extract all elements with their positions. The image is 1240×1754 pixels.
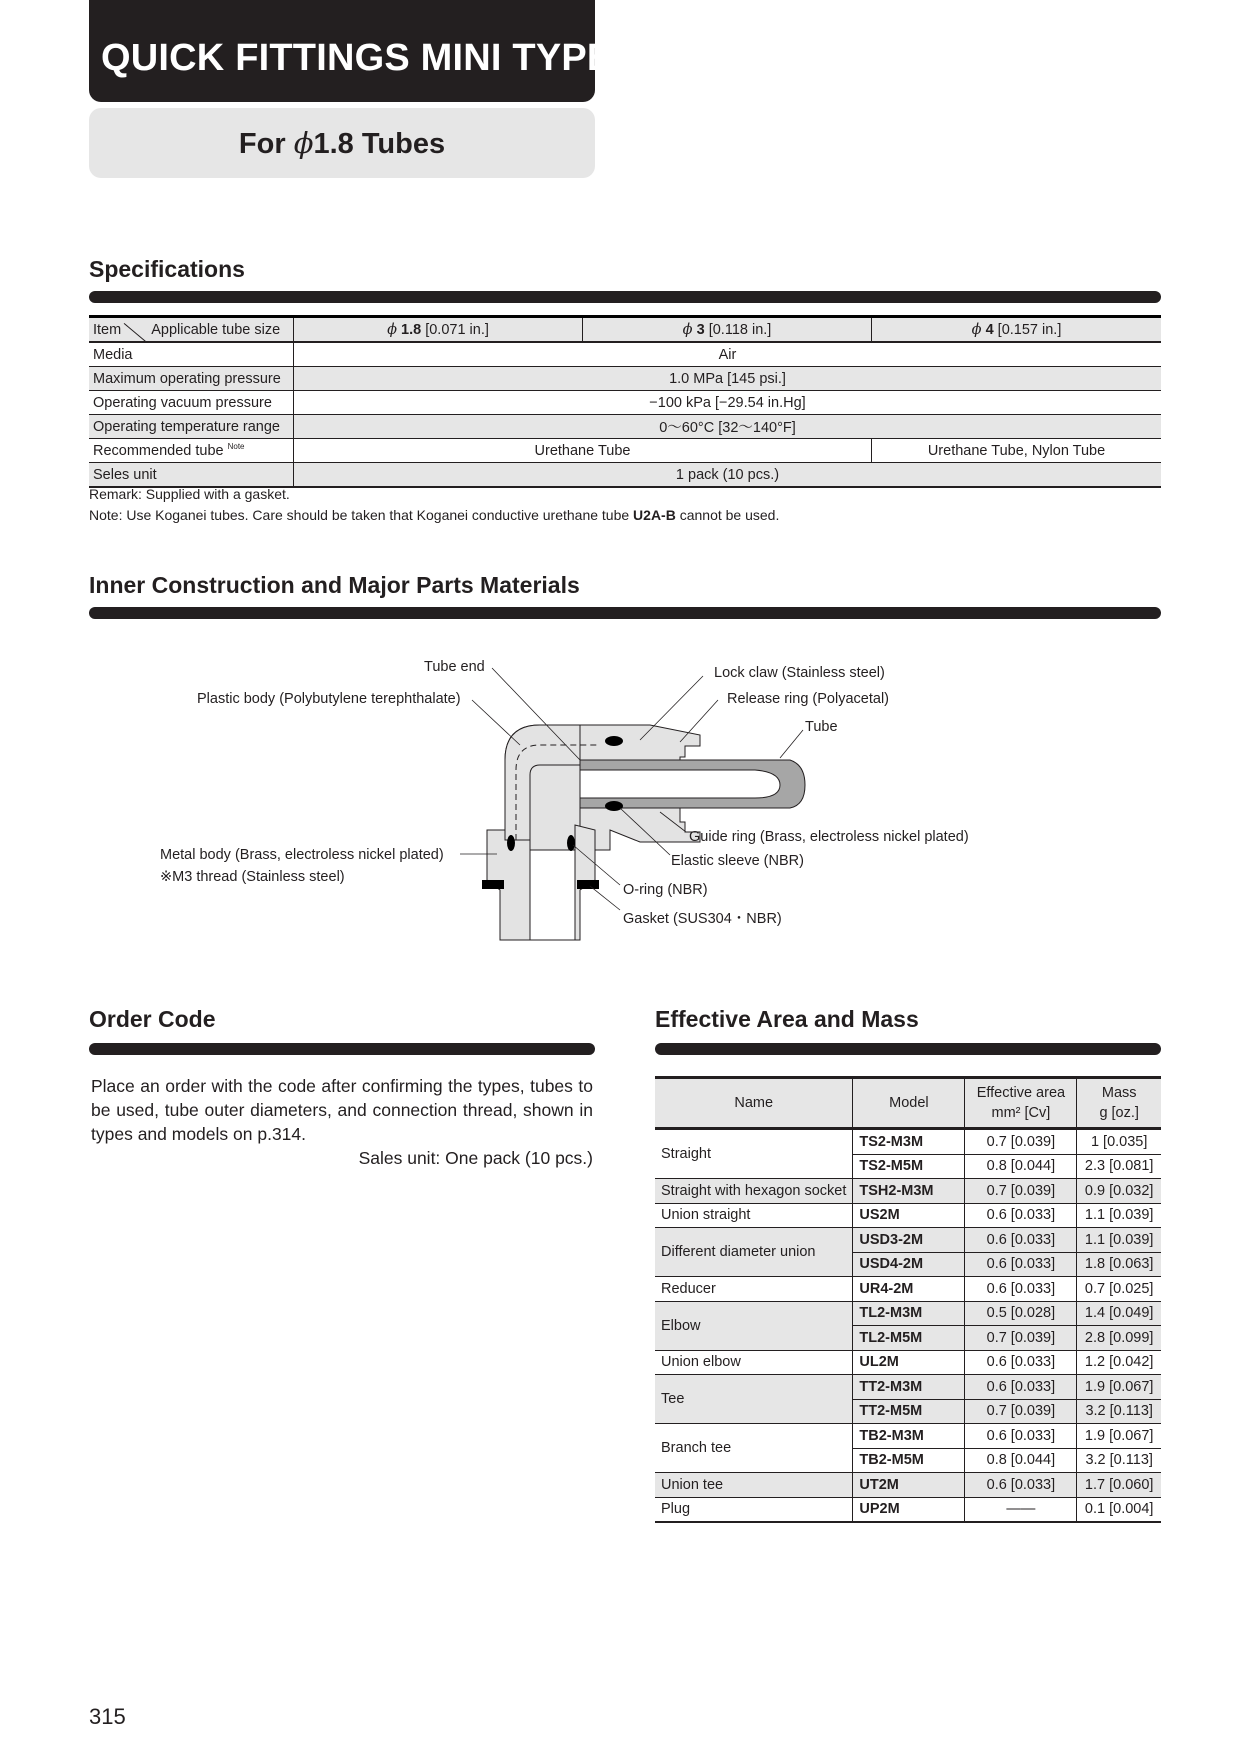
row-model: TS2-M5M [853, 1154, 965, 1179]
table-row [655, 1129, 1161, 1155]
row-area: 0.7 [0.039] [965, 1326, 1077, 1351]
label-o-ring: O-ring (NBR) [623, 882, 708, 898]
row-area: 0.8 [0.044] [965, 1448, 1077, 1473]
phi-symbol: ϕ [682, 321, 693, 338]
area-header-line2: mm² [Cv] [991, 1105, 1051, 1121]
row-name: Reducer [655, 1277, 853, 1302]
row-mass: 1.9 [0.067] [1077, 1375, 1161, 1400]
order-code-text [91, 1074, 593, 1170]
row-model: TS2-M3M [853, 1129, 965, 1155]
row-mass: 1 [0.035] [1077, 1129, 1161, 1155]
row-model: USD3-2M [853, 1228, 965, 1253]
row-name: Different diameter union [655, 1228, 853, 1277]
row-model: UR4-2M [853, 1277, 965, 1302]
effective-area-table [655, 1076, 1161, 1523]
row-mass: 1.9 [0.067] [1077, 1424, 1161, 1449]
row-label: Seles unit [89, 463, 294, 488]
row-name: Branch tee [655, 1424, 853, 1473]
page-number: 315 [89, 1704, 126, 1729]
row-area: 0.5 [0.028] [965, 1301, 1077, 1326]
table-row [655, 1301, 1161, 1326]
label-elastic-sleeve: Elastic sleeve (NBR) [671, 853, 804, 869]
area-header [965, 1078, 1077, 1129]
row-value: −100 kPa [−29.54 in.Hg] [294, 391, 1162, 415]
size-value: 4 [985, 321, 994, 338]
row-name: Straight with hexagon socket [655, 1179, 853, 1204]
row-area: 0.6 [0.033] [965, 1228, 1077, 1253]
row-mass: 0.1 [0.004] [1077, 1497, 1161, 1522]
row-mass: 1.1 [0.039] [1077, 1203, 1161, 1228]
row-mass: 1.4 [0.049] [1077, 1301, 1161, 1326]
row-mass: 2.8 [0.099] [1077, 1326, 1161, 1351]
table-row [655, 1497, 1161, 1522]
row-value: Air [294, 342, 1162, 367]
construction-heading: Inner Construction and Major Parts Materials [89, 572, 580, 598]
subtitle-prefix: For [238, 128, 294, 160]
size-inch: [0.118 in.] [708, 321, 772, 338]
row-value: 1.0 MPa [145 psi.] [294, 367, 1162, 391]
row-area: 0.6 [0.033] [965, 1375, 1077, 1400]
remark-text: Remark: Supplied with a gasket. [89, 486, 290, 502]
specifications-heading: Specifications [89, 256, 245, 282]
row-mass: 0.7 [0.025] [1077, 1277, 1161, 1302]
effective-area-heading: Effective Area and Mass [655, 1006, 919, 1032]
row-model: UL2M [853, 1350, 965, 1375]
mass-header-line1: Mass [1101, 1085, 1137, 1101]
table-row [655, 1179, 1161, 1204]
row-model: TT2-M5M [853, 1399, 965, 1424]
note-suffix: cannot be used. [675, 507, 780, 523]
table-row [655, 1350, 1161, 1375]
row-name: Union elbow [655, 1350, 853, 1375]
row-model: TT2-M3M [853, 1375, 965, 1400]
tube-size-label: Applicable tube size [151, 321, 281, 338]
row-area: 0.8 [0.044] [965, 1154, 1077, 1179]
table-row [655, 1203, 1161, 1228]
label-guide-ring: Guide ring (Brass, electroless nickel plated) [689, 829, 969, 845]
row-value: Urethane Tube, Nylon Tube [872, 439, 1162, 463]
row-value: 0〜60°C [32〜140°F] [294, 415, 1162, 439]
label-plastic-body: Plastic body (Polybutylene terephthalate) [197, 691, 461, 707]
row-area: 0.6 [0.033] [965, 1473, 1077, 1498]
label-tube: Tube [805, 719, 838, 735]
row-model: US2M [853, 1203, 965, 1228]
sales-unit: Sales unit: One pack (10 pcs.) [358, 1148, 593, 1168]
label-gasket: Gasket (SUS304・NBR) [623, 911, 782, 927]
table-row [655, 1277, 1161, 1302]
row-mass: 2.3 [0.081] [1077, 1154, 1161, 1179]
subtitle-text: 1.8 Tubes [313, 128, 446, 160]
mass-header-line2: g [oz.] [1099, 1105, 1139, 1121]
row-name: Union tee [655, 1473, 853, 1498]
row-label-text: Recommended tube [93, 442, 224, 459]
row-area: 0.6 [0.033] [965, 1252, 1077, 1277]
row-model: UP2M [853, 1497, 965, 1522]
row-area: —— [965, 1497, 1077, 1522]
row-model: USD4-2M [853, 1252, 965, 1277]
row-area: 0.7 [0.039] [965, 1399, 1077, 1424]
area-header-line1: Effective area [976, 1085, 1066, 1101]
row-area: 0.6 [0.033] [965, 1277, 1077, 1302]
row-model: TSH2-M3M [853, 1179, 965, 1204]
row-mass: 1.2 [0.042] [1077, 1350, 1161, 1375]
label-lock-claw: Lock claw (Stainless steel) [714, 665, 885, 681]
row-model: TB2-M3M [853, 1424, 965, 1449]
row-area: 0.7 [0.039] [965, 1129, 1077, 1155]
row-model: UT2M [853, 1473, 965, 1498]
phi-symbol: ϕ [971, 321, 982, 338]
note-superscript: Note [227, 442, 245, 452]
label-metal-body: Metal body (Brass, electroless nickel plated) [160, 847, 444, 863]
row-model: TL2-M5M [853, 1326, 965, 1351]
row-label: Media [89, 342, 294, 367]
item-label: Item [93, 321, 122, 338]
size-inch: [0.071 in.] [425, 321, 489, 338]
row-name: Tee [655, 1375, 853, 1424]
row-mass: 3.2 [0.113] [1077, 1399, 1161, 1424]
name-header: Name [655, 1078, 853, 1129]
mass-header [1077, 1078, 1161, 1129]
label-m3-thread: ※M3 thread (Stainless steel) [160, 869, 345, 885]
row-label: Operating temperature range [89, 415, 294, 439]
row-label: Maximum operating pressure [89, 367, 294, 391]
row-mass: 3.2 [0.113] [1077, 1448, 1161, 1473]
row-value: 1 pack (10 pcs.) [294, 463, 1162, 488]
row-mass: 1.1 [0.039] [1077, 1228, 1161, 1253]
row-area: 0.6 [0.033] [965, 1424, 1077, 1449]
table-row [655, 1375, 1161, 1400]
order-instructions: Place an order with the code after confirming the types, tubes to be used, tube outer diameters, and connection thread, shown in types and models on p.314. [91, 1076, 593, 1144]
label-tube-end: Tube end [424, 659, 485, 675]
section-divider [655, 1043, 1161, 1055]
phi-symbol: ϕ [293, 126, 314, 160]
table-header-row [655, 1078, 1161, 1129]
row-model: TB2-M5M [853, 1448, 965, 1473]
table-row [655, 1228, 1161, 1253]
row-value: Urethane Tube [294, 439, 872, 463]
row-model: TL2-M3M [853, 1301, 965, 1326]
table-row [655, 1424, 1161, 1449]
row-mass: 1.7 [0.060] [1077, 1473, 1161, 1498]
row-area: 0.6 [0.033] [965, 1203, 1077, 1228]
row-name: Straight [655, 1129, 853, 1179]
size-inch: [0.157 in.] [997, 321, 1062, 338]
size-value: 3 [696, 321, 705, 338]
table-row [655, 1473, 1161, 1498]
model-header: Model [853, 1078, 965, 1129]
row-name: Plug [655, 1497, 853, 1522]
size-value: 1.8 [401, 321, 422, 338]
row-area: 0.6 [0.033] [965, 1350, 1077, 1375]
note-model: U2A-B [633, 507, 676, 523]
row-label: Operating vacuum pressure [89, 391, 294, 415]
section-divider [89, 1043, 595, 1055]
label-release-ring: Release ring (Polyacetal) [727, 691, 889, 707]
row-mass: 0.9 [0.032] [1077, 1179, 1161, 1204]
row-area: 0.7 [0.039] [965, 1179, 1077, 1204]
order-code-heading: Order Code [89, 1006, 216, 1032]
phi-symbol: ϕ [387, 321, 397, 338]
row-name: Union straight [655, 1203, 853, 1228]
page-title: QUICK FITTINGS MINI TYPE [101, 37, 613, 79]
row-name: Elbow [655, 1301, 853, 1350]
note-prefix: Note: Use Koganei tubes. Care should be taken that Koganei conductive urethane tube [89, 507, 634, 523]
row-mass: 1.8 [0.063] [1077, 1252, 1161, 1277]
